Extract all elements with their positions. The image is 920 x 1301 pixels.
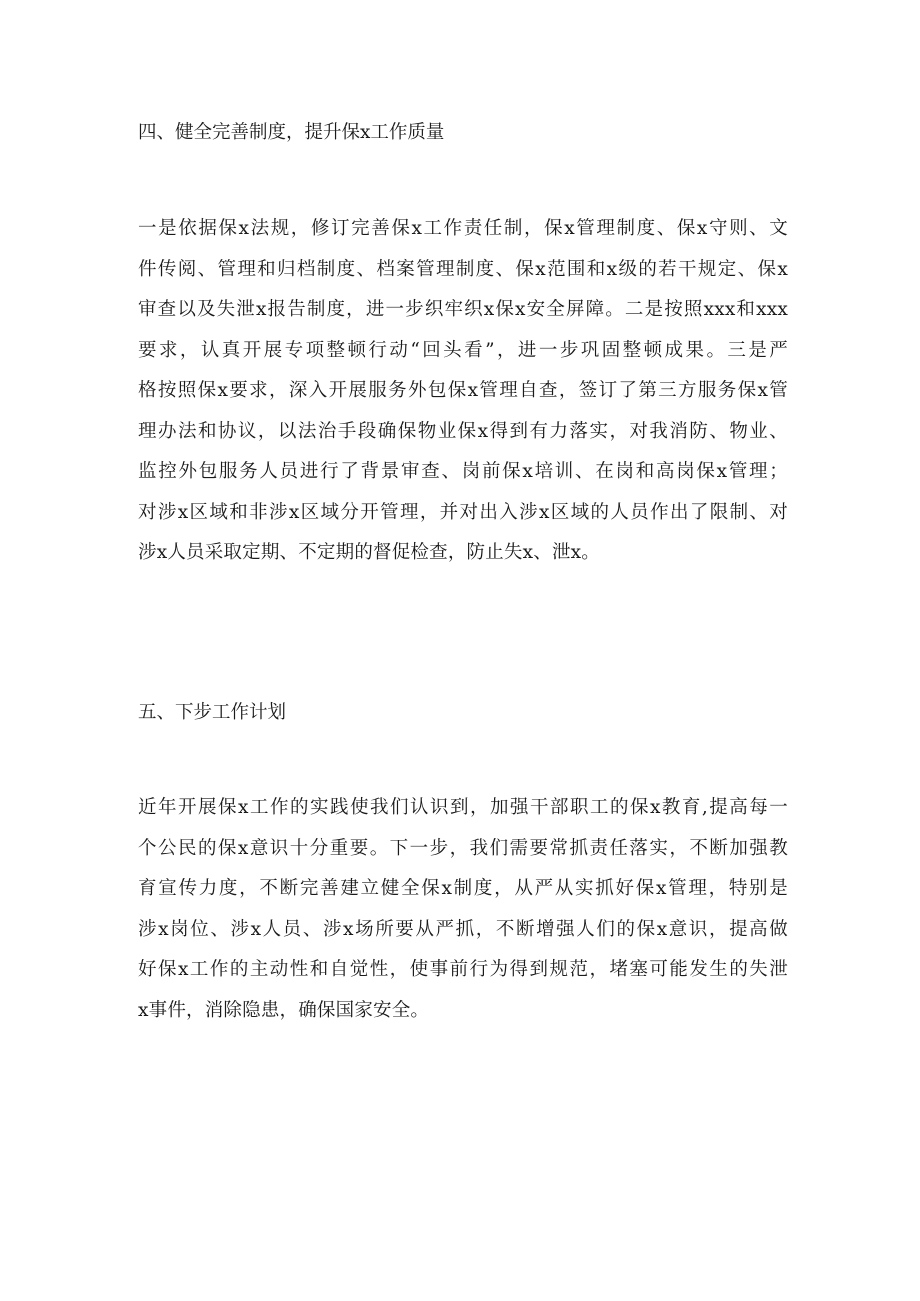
paragraph-line: 涉x岗位、涉x人员、涉x场所要从严抓，不断增强人们的保x意识，提高做 <box>138 918 788 940</box>
paragraph-line: 对涉x区域和非涉x区域分开管理，并对出入涉x区域的人员作出了限制、对 <box>138 501 788 523</box>
paragraph-line: 理办法和协议，以法治手段确保物业保x得到有力落实，对我消防、物业、 <box>138 420 788 442</box>
paragraph-line: 个公民的保x意识十分重要。下一步，我们需要常抓责任落实，不断加强教 <box>138 837 788 859</box>
section-4-paragraph <box>138 209 788 574</box>
paragraph-line: 一是依据保x法规，修订完善保x工作责任制，保x管理制度、保x守则、文 <box>138 218 788 239</box>
paragraph-line: 审查以及失泄x报告制度，进一步织牢织x保x安全屏障。二是按照xxx和xxx <box>138 299 788 320</box>
section-5-paragraph <box>138 788 788 1031</box>
paragraph-line: 好保x工作的主动性和自觉性，使事前行为得到规范，堵塞可能发生的失泄 <box>138 959 788 980</box>
paragraph-line: 近年开展保x工作的实践使我们认识到，加强干部职工的保x教育,提高每一 <box>138 797 788 818</box>
paragraph-line: 要求，认真开展专项整顿行动“回头看”，进一步巩固整顿成果。三是严 <box>138 339 788 361</box>
paragraph-line: 格按照保x要求，深入开展服务外包保x管理自查，签订了第三方服务保x管 <box>138 380 788 401</box>
paragraph-line: 监控外包服务人员进行了背景审查、岗前保x培训、在岗和高岗保x管理； <box>138 461 788 482</box>
paragraph-line: 涉x人员采取定期、不定期的督促检查，防止失x、泄x。 <box>138 542 601 563</box>
paragraph-line: 育宣传力度，不断完善建立健全保x制度，从严从实抓好保x管理，特别是 <box>138 878 788 899</box>
section-4-heading: 四、健全完善制度，提升保x工作质量 <box>138 122 445 143</box>
paragraph-line: 件传阅、管理和归档制度、档案管理制度、保x范围和x级的若干规定、保x <box>138 258 788 280</box>
section-5-heading: 五、下步工作计划 <box>138 702 287 723</box>
paragraph-line: x事件，消除隐患，确保国家安全。 <box>138 999 430 1021</box>
